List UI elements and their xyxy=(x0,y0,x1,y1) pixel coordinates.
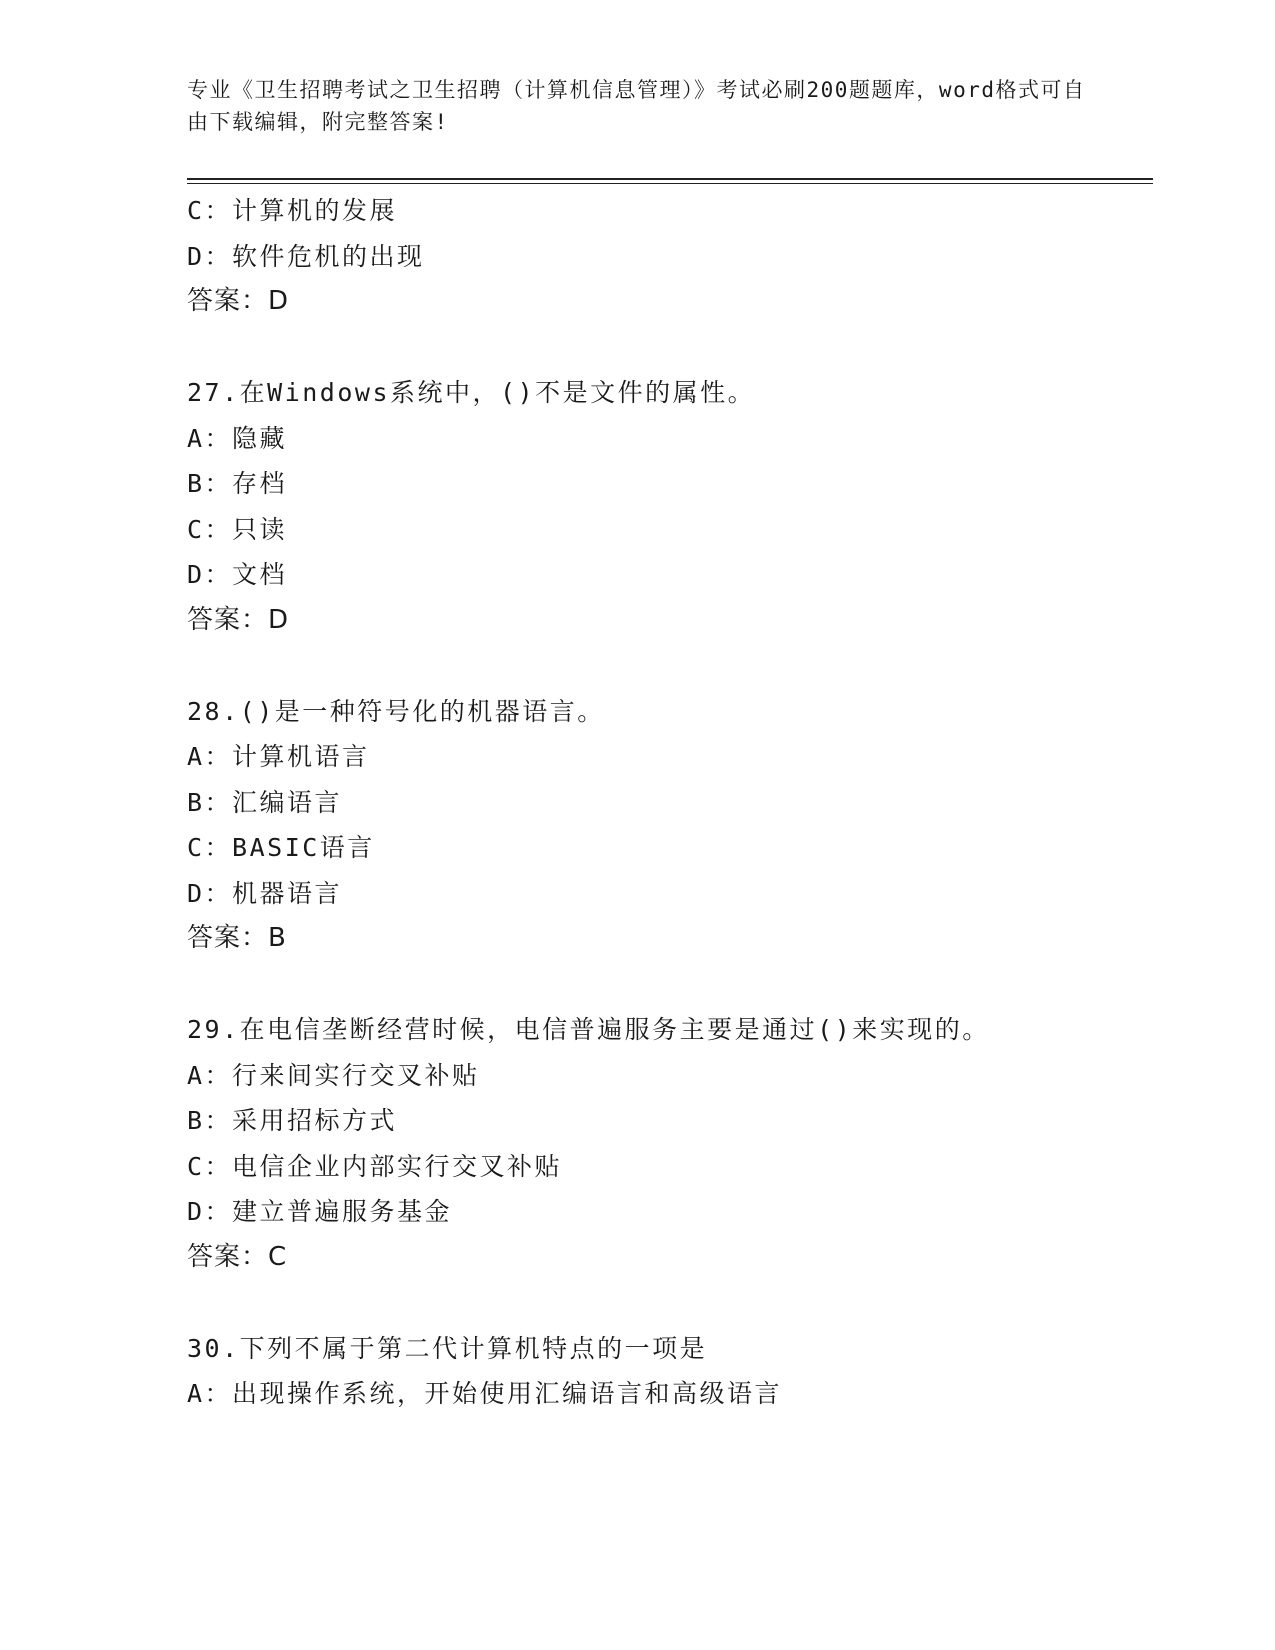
option-b: B：采用招标方式 xyxy=(187,1106,398,1135)
option-d: D：软件危机的出现 xyxy=(187,241,425,271)
option-a: A：隐藏 xyxy=(187,423,288,453)
option-b: B：汇编语言 xyxy=(187,787,343,817)
option-c: C：BASIC语言 xyxy=(187,833,375,862)
question-stem: 30.下列不属于第二代计算机特点的一项是 xyxy=(187,1333,708,1363)
question-spacer xyxy=(187,962,1153,1008)
answer-line: 答案：D xyxy=(187,286,290,316)
answer-line: 答案：C xyxy=(187,1241,288,1272)
option-a: A：计算机语言 xyxy=(187,742,370,771)
question-stem: 28.()是一种符号化的机器语言。 xyxy=(187,696,605,726)
question-27 xyxy=(187,370,1153,643)
option-a: A：出现操作系统，开始使用汇编语言和高级语言 xyxy=(187,1379,783,1408)
question-28 xyxy=(187,689,1153,962)
option-d: D：建立普遍服务基金 xyxy=(187,1197,453,1226)
option-a: A：行来间实行交叉补贴 xyxy=(187,1060,480,1090)
document-header: 专业《卫生招聘考试之卫生招聘（计算机信息管理）》考试必刷200题题库，word格式可自由下载编辑，附完整答案! xyxy=(187,78,1086,134)
option-b: B：存档 xyxy=(187,469,288,498)
question-stem: 27.在Windows系统中，()不是文件的属性。 xyxy=(187,378,756,407)
question-30 xyxy=(187,1326,1153,1417)
question-spacer xyxy=(187,325,1153,371)
answer-line: 答案：D xyxy=(187,604,290,635)
question-list xyxy=(187,188,1153,1417)
question-spacer xyxy=(187,643,1153,689)
option-d: D：机器语言 xyxy=(187,878,343,908)
header-divider xyxy=(187,178,1153,184)
question-29 xyxy=(187,1007,1153,1280)
answer-line: 答案：B xyxy=(187,923,287,953)
question-stem: 29.在电信垄断经营时候，电信普遍服务主要是通过()来实现的。 xyxy=(187,1015,990,1044)
option-c: C：电信企业内部实行交叉补贴 xyxy=(187,1151,563,1181)
question-spacer xyxy=(187,1280,1153,1326)
question-26-partial xyxy=(187,188,1153,325)
option-d: D：文档 xyxy=(187,560,288,589)
option-c: C：只读 xyxy=(187,514,288,544)
option-c: C：计算机的发展 xyxy=(187,196,398,225)
